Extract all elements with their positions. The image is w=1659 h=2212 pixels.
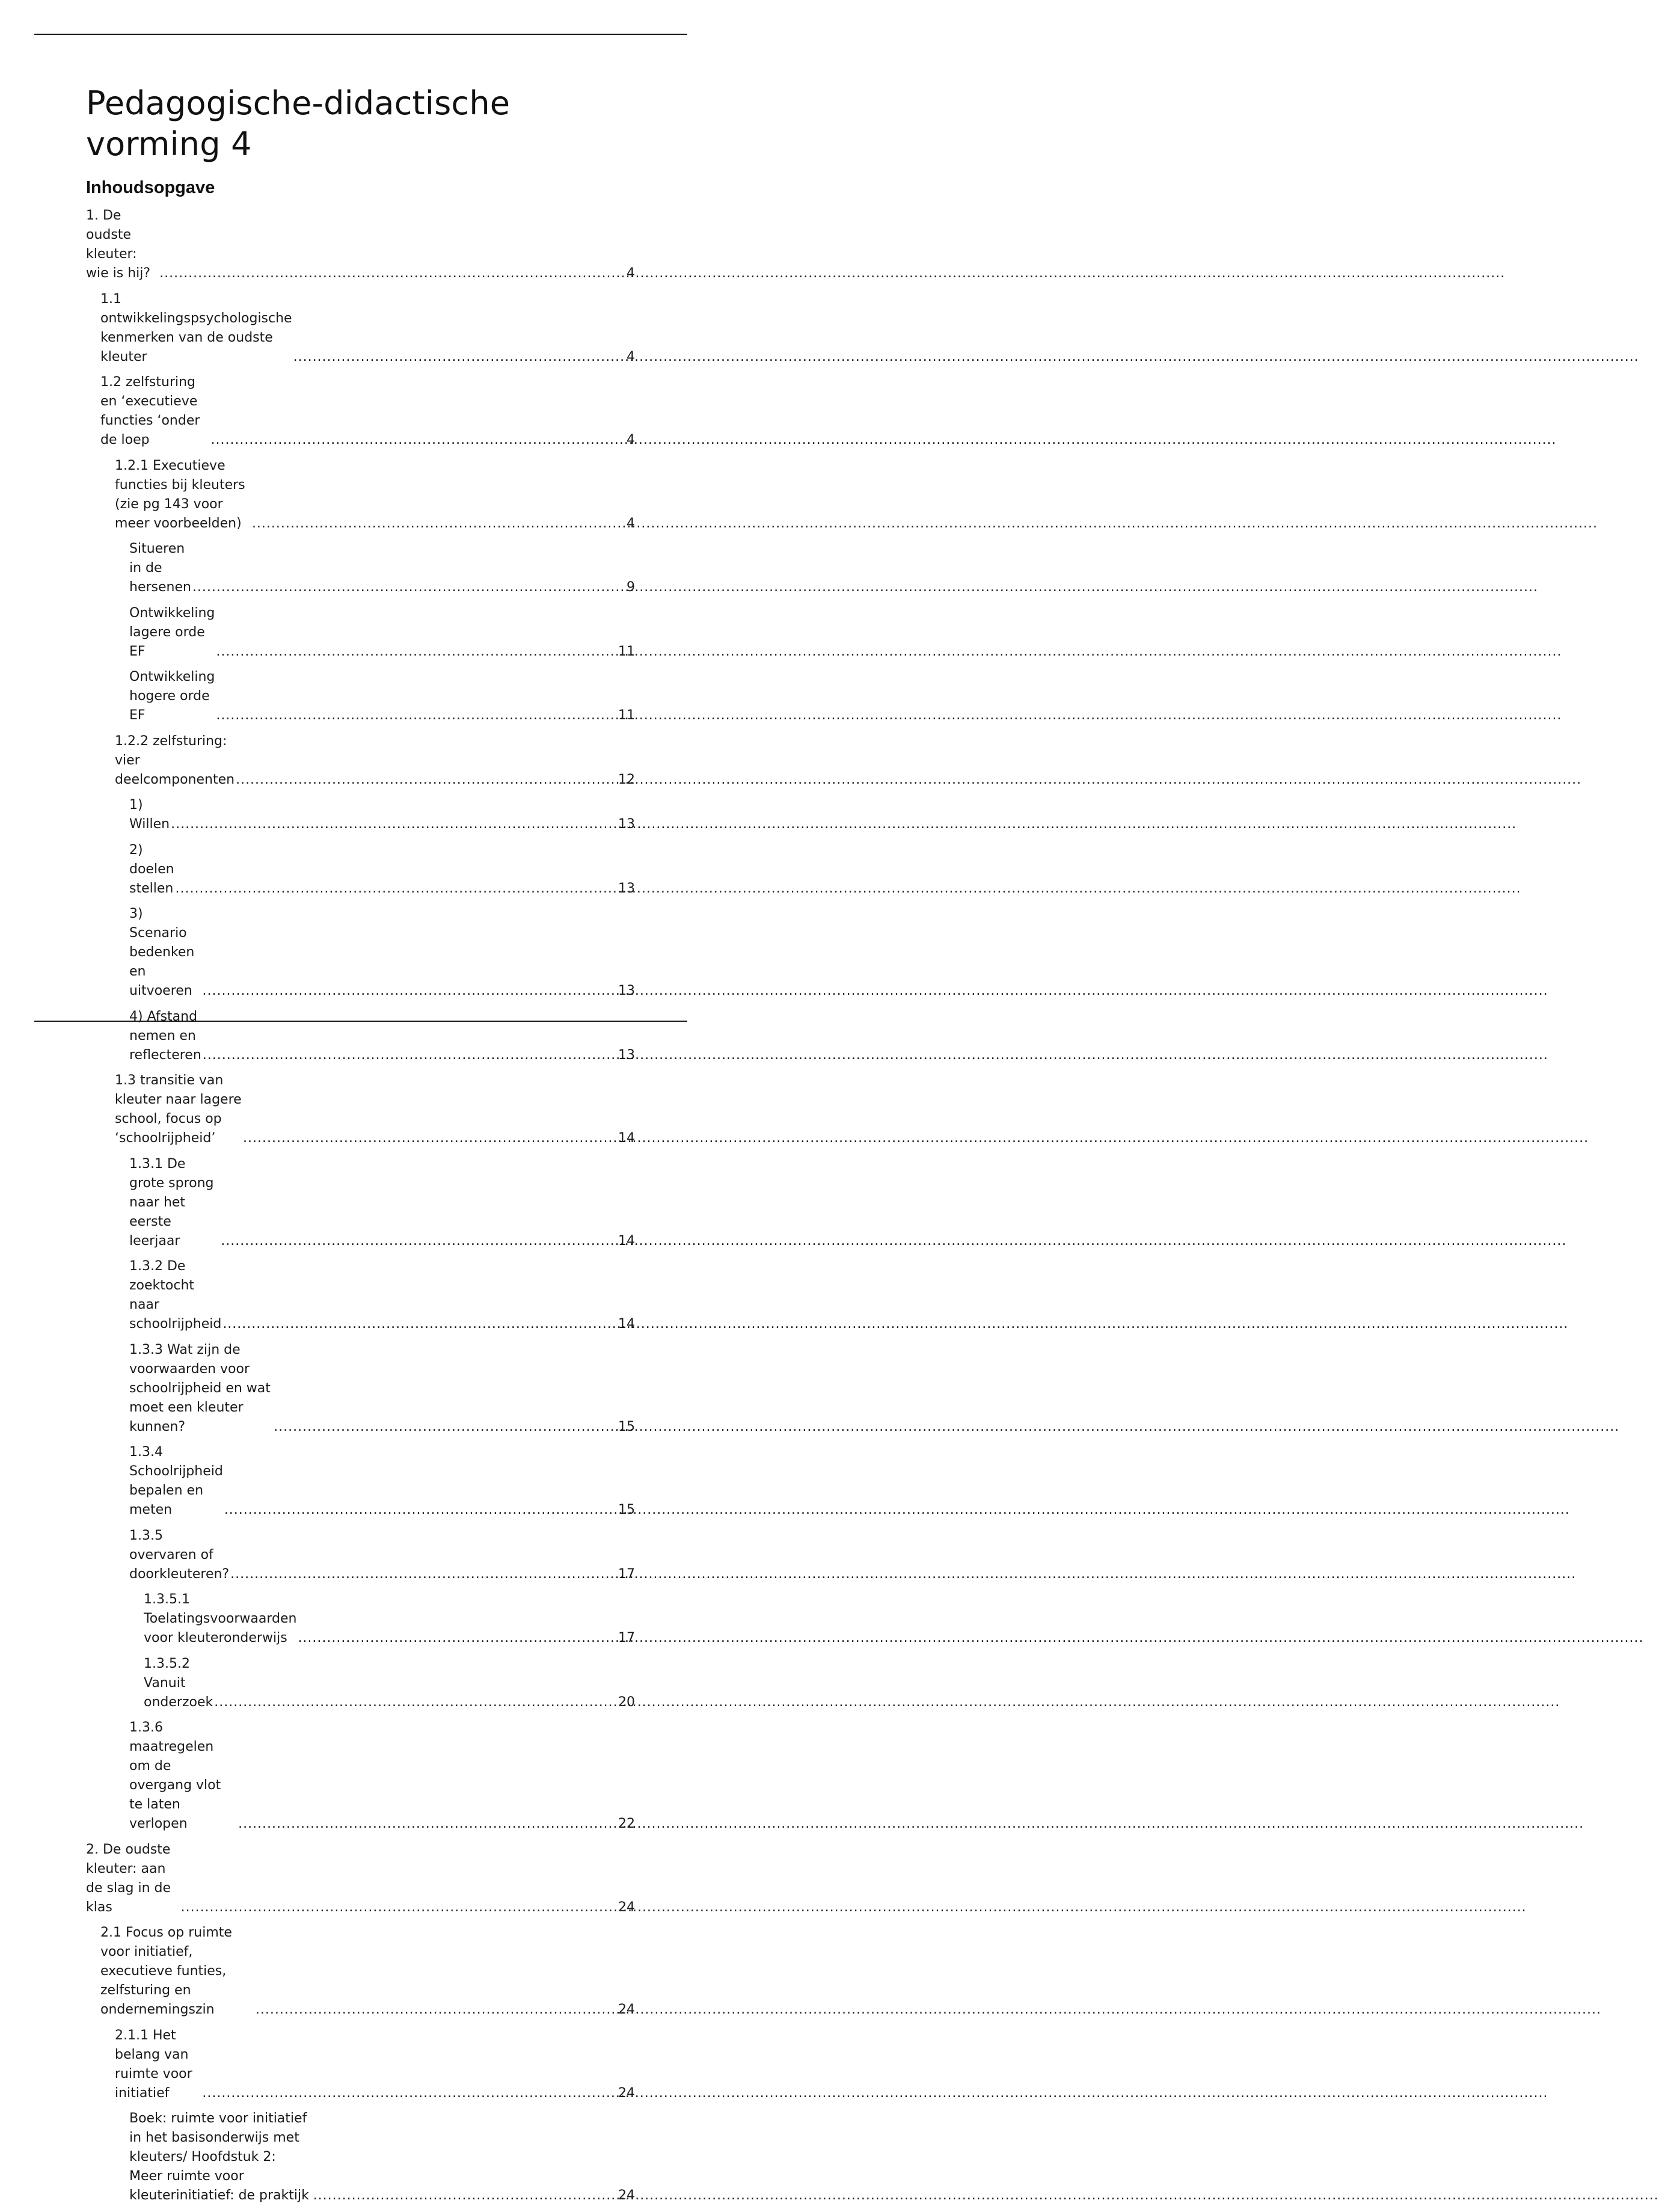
toc-entry-leader (237, 1814, 618, 1834)
toc-entry[interactable] (86, 905, 635, 1001)
toc-entry-leader (251, 514, 627, 533)
toc-entry-leader (215, 706, 618, 725)
toc-entry-text: 1.3.6 maatregelen om de overgang vlot te laten verlopen (129, 1720, 221, 1831)
toc-entry-text: 1.1 ontwikkelingspsychologische kenmerken van de oudste kleuter (100, 291, 292, 364)
toc-entry-page: 4 (627, 515, 635, 531)
toc-entry-page: 4 (627, 349, 635, 364)
toc-entry[interactable] (86, 668, 635, 725)
toc-entry-page: 13 (618, 817, 635, 832)
toc-entry[interactable] (86, 841, 635, 899)
toc-entry-page: 11 (618, 708, 635, 723)
toc-entry[interactable] (86, 1840, 635, 1917)
toc-entry[interactable] (86, 2109, 635, 2205)
toc-entry-text: 1.3.1 De grote sprong naar het eerste leerjaar (129, 1156, 214, 1249)
toc-entry-leader (201, 982, 619, 1001)
toc-entry[interactable] (86, 1071, 635, 1148)
toc-entry-leader (221, 1315, 618, 1334)
toc-entry-text: Situeren in de hersenen (129, 541, 191, 595)
toc-entry-leader (223, 1501, 618, 1520)
toc-entry-text: 3) Scenario bedenken en uitvoeren (129, 906, 195, 998)
toc-entry-page: 15 (618, 1419, 635, 1434)
toc-entry-leader (174, 879, 618, 899)
toc-entry-text: 2) doelen stellen (129, 842, 174, 896)
toc-entry-page: 24 (618, 2188, 635, 2203)
toc-entry-page: 11 (618, 644, 635, 659)
toc-entry-page: 13 (618, 983, 635, 998)
toc-entry-page: 14 (618, 1316, 635, 1332)
toc-entry-page: 22 (618, 1816, 635, 1831)
toc-entry-text: 1.2.1 Executieve functies bij kleuters (zie pg 143 voor meer voorbeelden) (115, 458, 245, 531)
footer-rule (34, 1021, 687, 1022)
toc-entry[interactable] (86, 1923, 635, 2020)
toc-entry-text: 2.1 Focus op ruimte voor initiatief, executieve funties, zelfsturing en ondernemingszin (100, 1925, 232, 2017)
toc-entry[interactable] (86, 1718, 635, 1834)
toc-entry-leader (209, 431, 627, 450)
toc-entry[interactable] (86, 206, 635, 283)
toc-entry-text: 1.3.5.2 Vanuit onderzoek (144, 1656, 213, 1710)
toc-entry[interactable] (86, 373, 635, 450)
toc-entry[interactable] (86, 796, 635, 834)
toc-entry[interactable] (86, 539, 635, 597)
toc-entry[interactable] (86, 1257, 635, 1334)
toc-entry[interactable] (86, 1007, 635, 1065)
document-title-line-2: vorming 4 (86, 125, 252, 163)
toc-entry[interactable] (86, 290, 635, 367)
toc-entry-text: 1) Willen (129, 797, 170, 832)
toc-entry-leader (235, 770, 618, 790)
toc-entry-page: 12 (618, 772, 635, 787)
toc-entry-page: 15 (618, 1502, 635, 1517)
toc-entry-text: 1. De oudste kleuter: wie is hij? (86, 208, 151, 281)
toc-entry-page: 4 (627, 266, 635, 281)
document-body (86, 83, 635, 2212)
toc-entry[interactable] (86, 1443, 635, 1520)
toc-entry-leader (242, 1129, 618, 1148)
toc-entry-text: 1.2 zelfsturing en ‘executieve functies ‘onder de loep (100, 375, 200, 447)
toc-entry-text: 1.3.3 Wat zijn de voorwaarden voor schoolrijpheid en wat moet een kleuter kunnen? (129, 1342, 271, 1434)
toc-entry-text: 4) Afstand nemen en reflecteren (129, 1009, 201, 1063)
toc-entry-leader (180, 1898, 618, 1917)
toc-entry-text: 1.3.2 De zoektocht naar schoolrijpheid (129, 1259, 222, 1332)
toc-entry[interactable] (86, 1590, 635, 1648)
toc-entry-page: 13 (618, 880, 635, 896)
header-rule (34, 34, 687, 35)
toc-heading: Inhoudsopgave (86, 178, 215, 197)
toc-entry-text: 2.1.1 Het belang van ruimte voor initiatief (115, 2027, 192, 2101)
toc-entry-page: 13 (618, 1047, 635, 1063)
document-title (86, 83, 635, 165)
toc-entry-leader (201, 2084, 618, 2103)
toc-entry-leader (219, 1232, 618, 1251)
toc-entry-text: Boek: ruimte voor initiatief in het basisonderwijs met kleuters/ Hoofdstuk 2: Meer ruimte voor kleuterinitiatief: de praktijk (129, 2111, 309, 2203)
toc-entry[interactable] (86, 456, 635, 533)
toc-entry-page: 4 (627, 432, 635, 447)
toc-entry-page: 24 (618, 2085, 635, 2101)
toc-entry-leader (254, 2000, 618, 2020)
toc-entry-leader (229, 1565, 618, 1584)
toc-entry-leader (201, 1046, 618, 1065)
toc-entry[interactable] (86, 732, 635, 790)
toc-entry-leader (312, 2186, 618, 2205)
toc-entry[interactable] (86, 604, 635, 662)
toc-entry-text: Ontwikkeling lagere orde EF (129, 605, 215, 659)
toc-entry-text: 1.2.2 zelfsturing: vier deelcomponenten (115, 733, 235, 787)
toc-entry-leader (215, 642, 618, 662)
toc-entry-leader (296, 1629, 618, 1648)
toc-entry-page: 14 (618, 1131, 635, 1146)
toc-entry[interactable] (86, 1654, 635, 1712)
toc-entry-text: 2. De oudste kleuter: aan de slag in de klas (86, 1842, 171, 1915)
toc-entry-leader (191, 578, 627, 597)
toc-entry-page: 20 (618, 1694, 635, 1710)
toc-entry-page: 14 (618, 1233, 635, 1249)
toc-entry[interactable] (86, 2026, 635, 2103)
toc-entry-text: 1.3.4 Schoolrijpheid bepalen en meten (129, 1445, 223, 1517)
toc-entry-leader (292, 348, 627, 367)
table-of-contents (86, 206, 635, 2205)
toc-entry-text: 1.3.5.1 Toelatingsvoorwaarden voor kleuteronderwijs (144, 1592, 297, 1645)
toc-entry-page: 17 (618, 1630, 635, 1645)
toc-entry-page: 24 (618, 1899, 635, 1915)
toc-entry-leader (170, 815, 618, 834)
document-title-line-1: Pedagogische-didactische (86, 84, 511, 122)
toc-entry-leader (158, 264, 627, 283)
toc-entry-page: 9 (627, 580, 635, 595)
toc-entry[interactable] (86, 1155, 635, 1251)
toc-entry-page: 17 (618, 1566, 635, 1582)
toc-entry-text: 1.3 transitie van kleuter naar lagere school, focus op ‘schoolrijpheid’ (115, 1073, 242, 1146)
toc-entry[interactable] (86, 1341, 635, 1437)
toc-entry-text: 1.3.5 overvaren of doorkleuteren? (129, 1528, 230, 1582)
toc-entry[interactable] (86, 1526, 635, 1584)
toc-entry-leader (213, 1693, 618, 1712)
toc-entry-page: 24 (618, 2002, 635, 2017)
toc-entry-text: Ontwikkeling hogere orde EF (129, 669, 215, 723)
toc-entry-leader (272, 1418, 618, 1437)
